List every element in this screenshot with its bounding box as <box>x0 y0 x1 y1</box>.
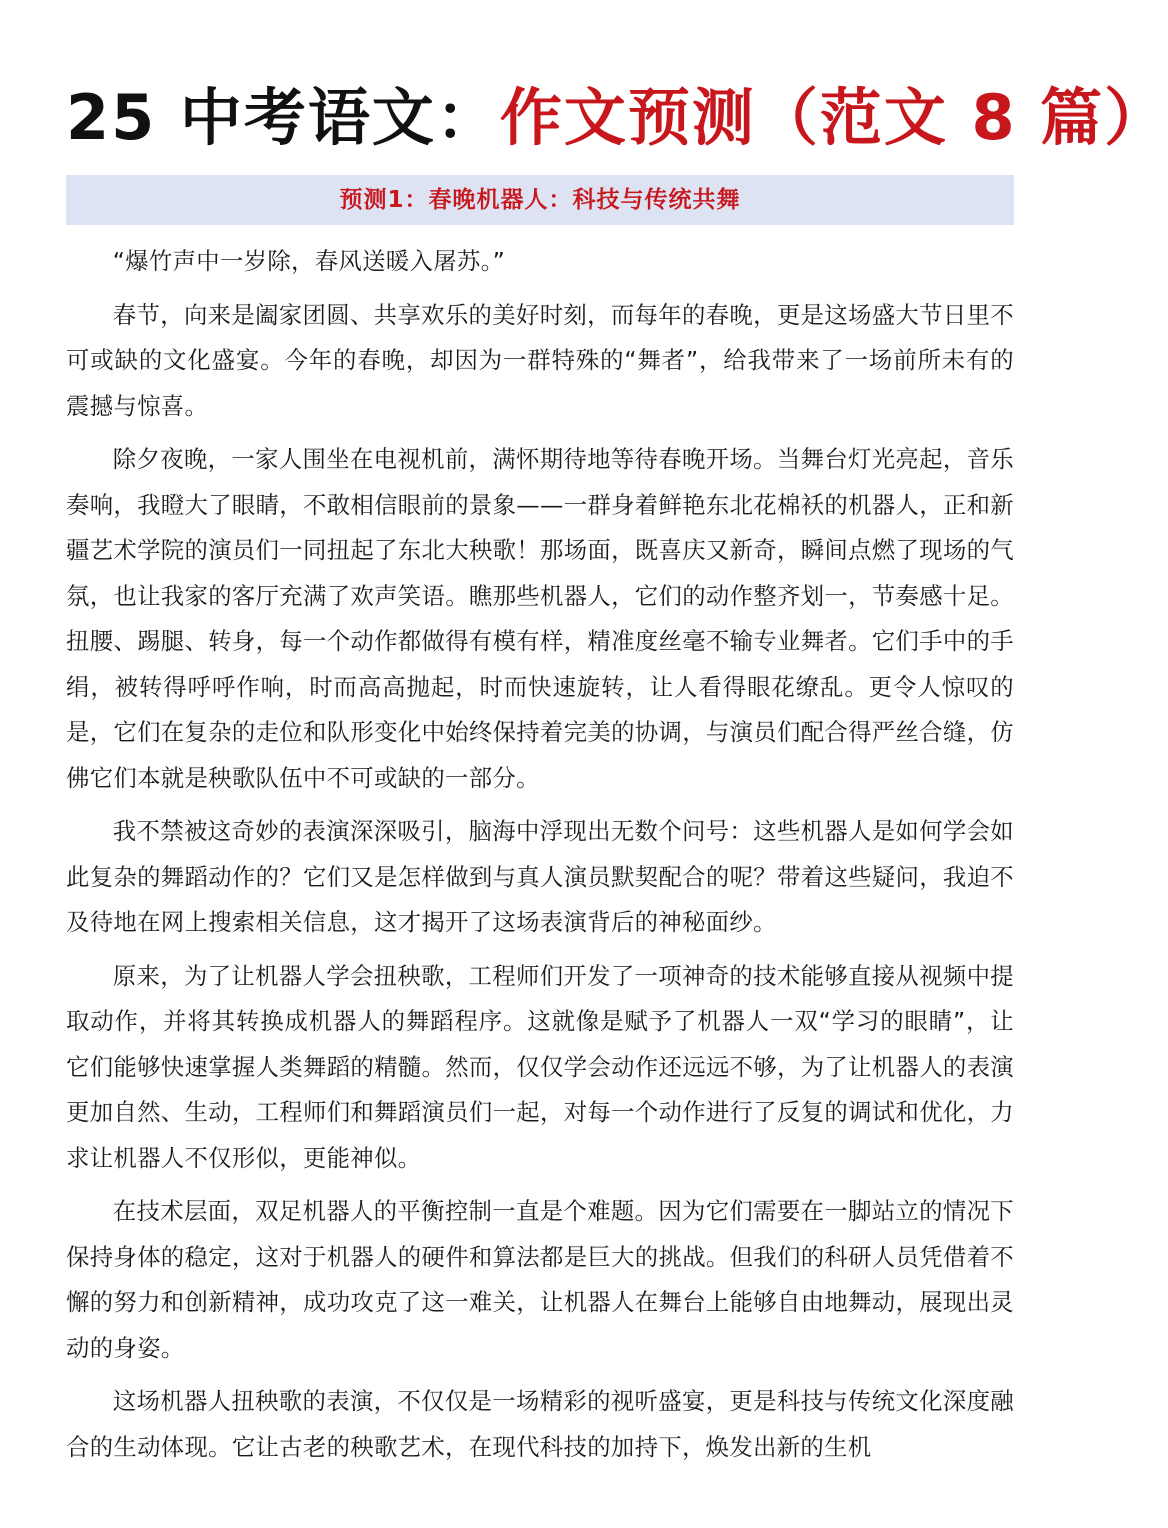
title-highlight: 作文预测（范文 8 篇） <box>499 81 1168 154</box>
essay-paragraph: 我不禁被这奇妙的表演深深吸引，脑海中浮现出无数个问号：这些机器人是如何学会如此复杂的舞蹈动作的？它们又是怎样做到与真人演员默契配合的呢？带着这些疑问，我迫不及待地在网上搜索相关信息，这才揭开了这场表演背后的神秘面纱。 <box>66 817 1014 936</box>
essay-paragraph: 原来，为了让机器人学会扭秧歌，工程师们开发了一项神奇的技术能够直接从视频中提取动作，并将其转换成机器人的舞蹈程序。这就像是赋予了机器人一双“学习的眼睛”，让它们能够快速掌握人类舞蹈的精髓。然而，仅仅学会动作还远远不够，为了让机器人的表演更加自然、生动，工程师们和舞蹈演员们一起，对每一个动作进行了反复的调试和优化，力求让机器人不仅形似，更能神似。 <box>66 961 1014 1172</box>
essay-paragraph: 这场机器人扭秧歌的表演，不仅仅是一场精彩的视听盛宴，更是科技与传统文化深度融合的生动体现。它让古老的秧歌艺术，在现代科技的加持下，焕发出新的生机 <box>66 1387 1014 1461</box>
essay-paragraph: “爆竹声中一岁除，春风送暖入屠苏。” <box>112 247 505 275</box>
essay-paragraph: 春节，向来是阖家团圆、共享欢乐的美好时刻，而每年的春晚，更是这场盛大节日里不可或缺的文化盛宴。今年的春晚，却因为一群特殊的“舞者”，给我带来了一场前所未有的震撼与惊喜。 <box>66 300 1014 420</box>
essay-paragraph: 除夕夜晚，一家人围坐在电视机前，满怀期待地等待春晚开场。当舞台灯光亮起，音乐奏响，我瞪大了眼睛，不敢相信眼前的景象——一群身着鲜艳东北花棉袄的机器人，正和新疆艺术学院的演员们一同扭起了东北大秧歌！那场面，既喜庆又新奇，瞬间点燃了现场的气氛，也让我家的客厅充满了欢声笑语。瞧那些机器人，它们的动作整齐划一，节奏感十足。扭腰、踢腿、转身，每一个动作都做得有模有样，精准度丝毫不输专业舞者。它们手中的手绢，被转得呼呼作响，时而高高抛起，时而快速旋转，让人看得眼花缭乱。更令人惊叹的是，它们在复杂的走位和队形变化中始终保持着完美的协调，与演员们配合得严丝合缝，仿佛它们本就是秧歌队伍中不可或缺的一部分。 <box>66 445 1014 792</box>
title-prefix: 25 中考语文： <box>66 81 500 154</box>
page-title <box>66 0 1168 158</box>
essay-paragraph: 在技术层面，双足机器人的平衡控制一直是个难题。因为它们需要在一脚站立的情况下保持身体的稳定，这对于机器人的硬件和算法都是巨大的挑战。但我们的科研人员凭借着不懈的努力和创新精神，成功攻克了这一难关，让机器人在舞台上能够自由地舞动，展现出灵动的身姿。 <box>66 1197 1014 1362</box>
section-heading: 预测1：春晚机器人：科技与传统共舞 <box>339 187 741 213</box>
section-heading-banner <box>66 175 1014 225</box>
essay-body <box>66 239 1014 1470</box>
